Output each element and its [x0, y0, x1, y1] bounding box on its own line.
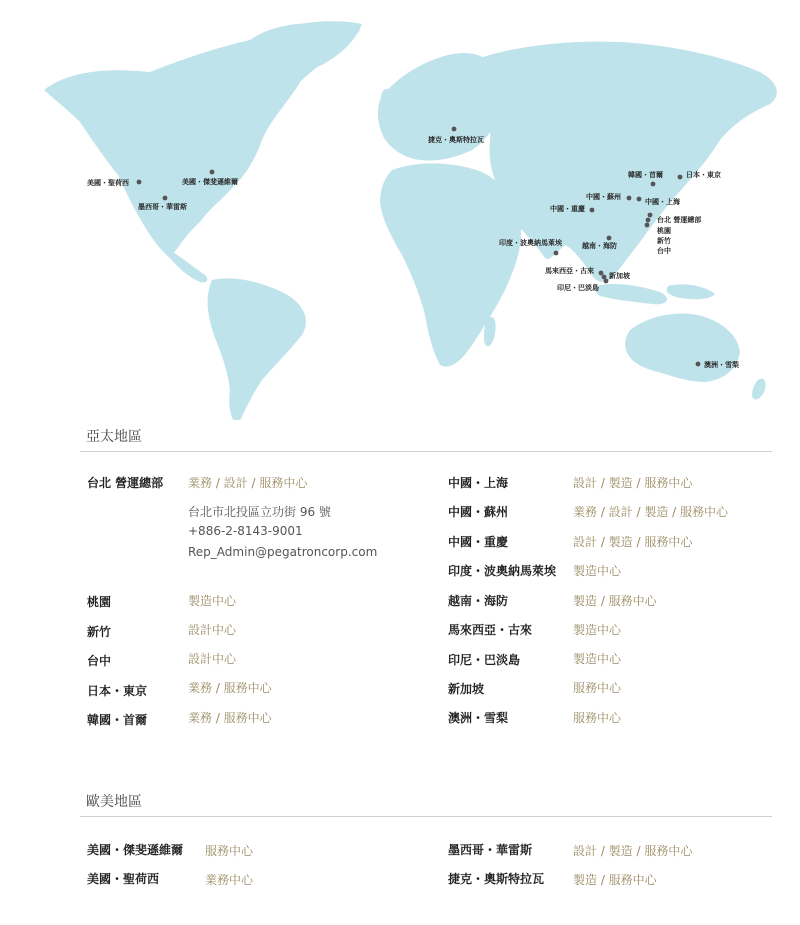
apac-left-services-4: 業務 / 服務中心	[188, 711, 272, 725]
svg-text:印尼・巴淡島: 印尼・巴淡島	[557, 284, 599, 292]
land-central-america	[170, 250, 207, 283]
apac-left-name-4: 韓國・首爾	[87, 713, 148, 727]
land-new-zealand	[752, 379, 766, 400]
world-map	[0, 0, 800, 420]
svg-text:新竹: 新竹	[657, 237, 671, 245]
svg-text:澳洲・雪梨: 澳洲・雪梨	[704, 361, 739, 369]
apac-right-services-7: 服務中心	[573, 681, 622, 695]
land-australia	[625, 314, 740, 382]
apac-right-name-8: 澳洲・雪梨	[448, 711, 509, 725]
apac-right-services-5: 製造中心	[573, 623, 622, 637]
apac-hq-address: 台北市北投區立功街 96 號	[188, 505, 331, 519]
apac-hq-phone: +886-2-8143-9001	[188, 524, 303, 538]
ae-right-name-0: 墨西哥・華雷斯	[448, 843, 533, 857]
apac-left-services-3: 業務 / 服務中心	[188, 681, 272, 695]
apac-right-services-4: 製造 / 服務中心	[573, 594, 657, 608]
apac-hq-name: 台北 營運總部	[87, 476, 164, 490]
apac-right-services-3: 製造中心	[573, 564, 622, 578]
ae-left-services-1: 業務中心	[205, 873, 254, 887]
svg-text:新加坡: 新加坡	[609, 272, 630, 280]
apac-right-services-6: 製造中心	[573, 652, 622, 666]
apac-left-services-2: 設計中心	[188, 652, 237, 666]
apac-left-name-0: 桃園	[87, 595, 112, 609]
svg-text:美國・傑斐遜維爾: 美國・傑斐遜維爾	[182, 178, 238, 186]
apac-hq-email[interactable]: Rep_Admin@pegatroncorp.com	[188, 545, 378, 559]
americas-europe-divider	[80, 816, 772, 817]
apac-right-name-5: 馬來西亞・古來	[448, 623, 533, 637]
apac-right-name-7: 新加坡	[448, 682, 485, 696]
apac-right-services-1: 業務 / 設計 / 製造 / 服務中心	[573, 505, 729, 519]
svg-text:台中: 台中	[657, 247, 671, 255]
apac-hq-services: 業務 / 設計 / 服務中心	[188, 476, 308, 490]
apac-right-services-2: 設計 / 製造 / 服務中心	[573, 535, 693, 549]
svg-text:捷克・奧斯特拉瓦: 捷克・奧斯特拉瓦	[428, 136, 484, 144]
ae-right-name-1: 捷克・奧斯特拉瓦	[448, 872, 545, 886]
apac-right-name-4: 越南・海防	[448, 594, 509, 608]
apac-right-name-2: 中國・重慶	[448, 535, 509, 549]
apac-right-name-6: 印尼・巴淡島	[448, 653, 521, 667]
americas-europe-section-title: 歐美地區	[86, 794, 142, 810]
apac-section-title: 亞太地區	[86, 429, 142, 445]
ae-left-name-0: 美國・傑斐遜維爾	[87, 843, 184, 857]
svg-text:印度・波奧納馬萊埃: 印度・波奧納馬萊埃	[499, 239, 562, 247]
svg-text:越南・海防: 越南・海防	[582, 242, 617, 250]
land-south-america	[208, 278, 306, 420]
apac-right-name-3: 印度・波奧納馬萊埃	[448, 564, 557, 578]
svg-text:中國・蘇州: 中國・蘇州	[586, 193, 621, 201]
land-africa	[380, 163, 521, 366]
apac-left-name-1: 新竹	[87, 625, 112, 639]
svg-text:墨西哥・華雷斯: 墨西哥・華雷斯	[138, 203, 187, 211]
svg-text:中國・重慶: 中國・重慶	[550, 205, 585, 213]
apac-left-services-0: 製造中心	[188, 594, 237, 608]
apac-right-name-1: 中國・蘇州	[448, 505, 509, 519]
land-new-guinea	[667, 284, 715, 299]
apac-divider	[80, 451, 772, 452]
apac-left-name-2: 台中	[87, 654, 112, 668]
apac-right-services-8: 服務中心	[573, 711, 622, 725]
ae-right-services-0: 設計 / 製造 / 服務中心	[573, 844, 693, 858]
land-se-asia-islands	[596, 284, 667, 304]
svg-text:美國・聖荷西: 美國・聖荷西	[87, 179, 129, 187]
apac-left-services-1: 設計中心	[188, 623, 237, 637]
apac-right-services-0: 設計 / 製造 / 服務中心	[573, 476, 693, 490]
svg-text:台北 營運總部: 台北 營運總部	[657, 216, 702, 224]
ae-right-services-1: 製造 / 服務中心	[573, 873, 657, 887]
svg-text:韓國・首爾: 韓國・首爾	[628, 171, 663, 179]
ae-left-services-0: 服務中心	[205, 844, 254, 858]
svg-text:中國・上海: 中國・上海	[645, 198, 680, 206]
svg-text:桃園: 桃園	[657, 227, 671, 235]
apac-left-name-3: 日本・東京	[87, 684, 148, 698]
apac-right-name-0: 中國・上海	[448, 476, 509, 490]
svg-text:馬來西亞・古來: 馬來西亞・古來	[545, 267, 594, 275]
ae-left-name-1: 美國・聖荷西	[87, 872, 160, 886]
svg-text:日本・東京: 日本・東京	[686, 171, 721, 179]
